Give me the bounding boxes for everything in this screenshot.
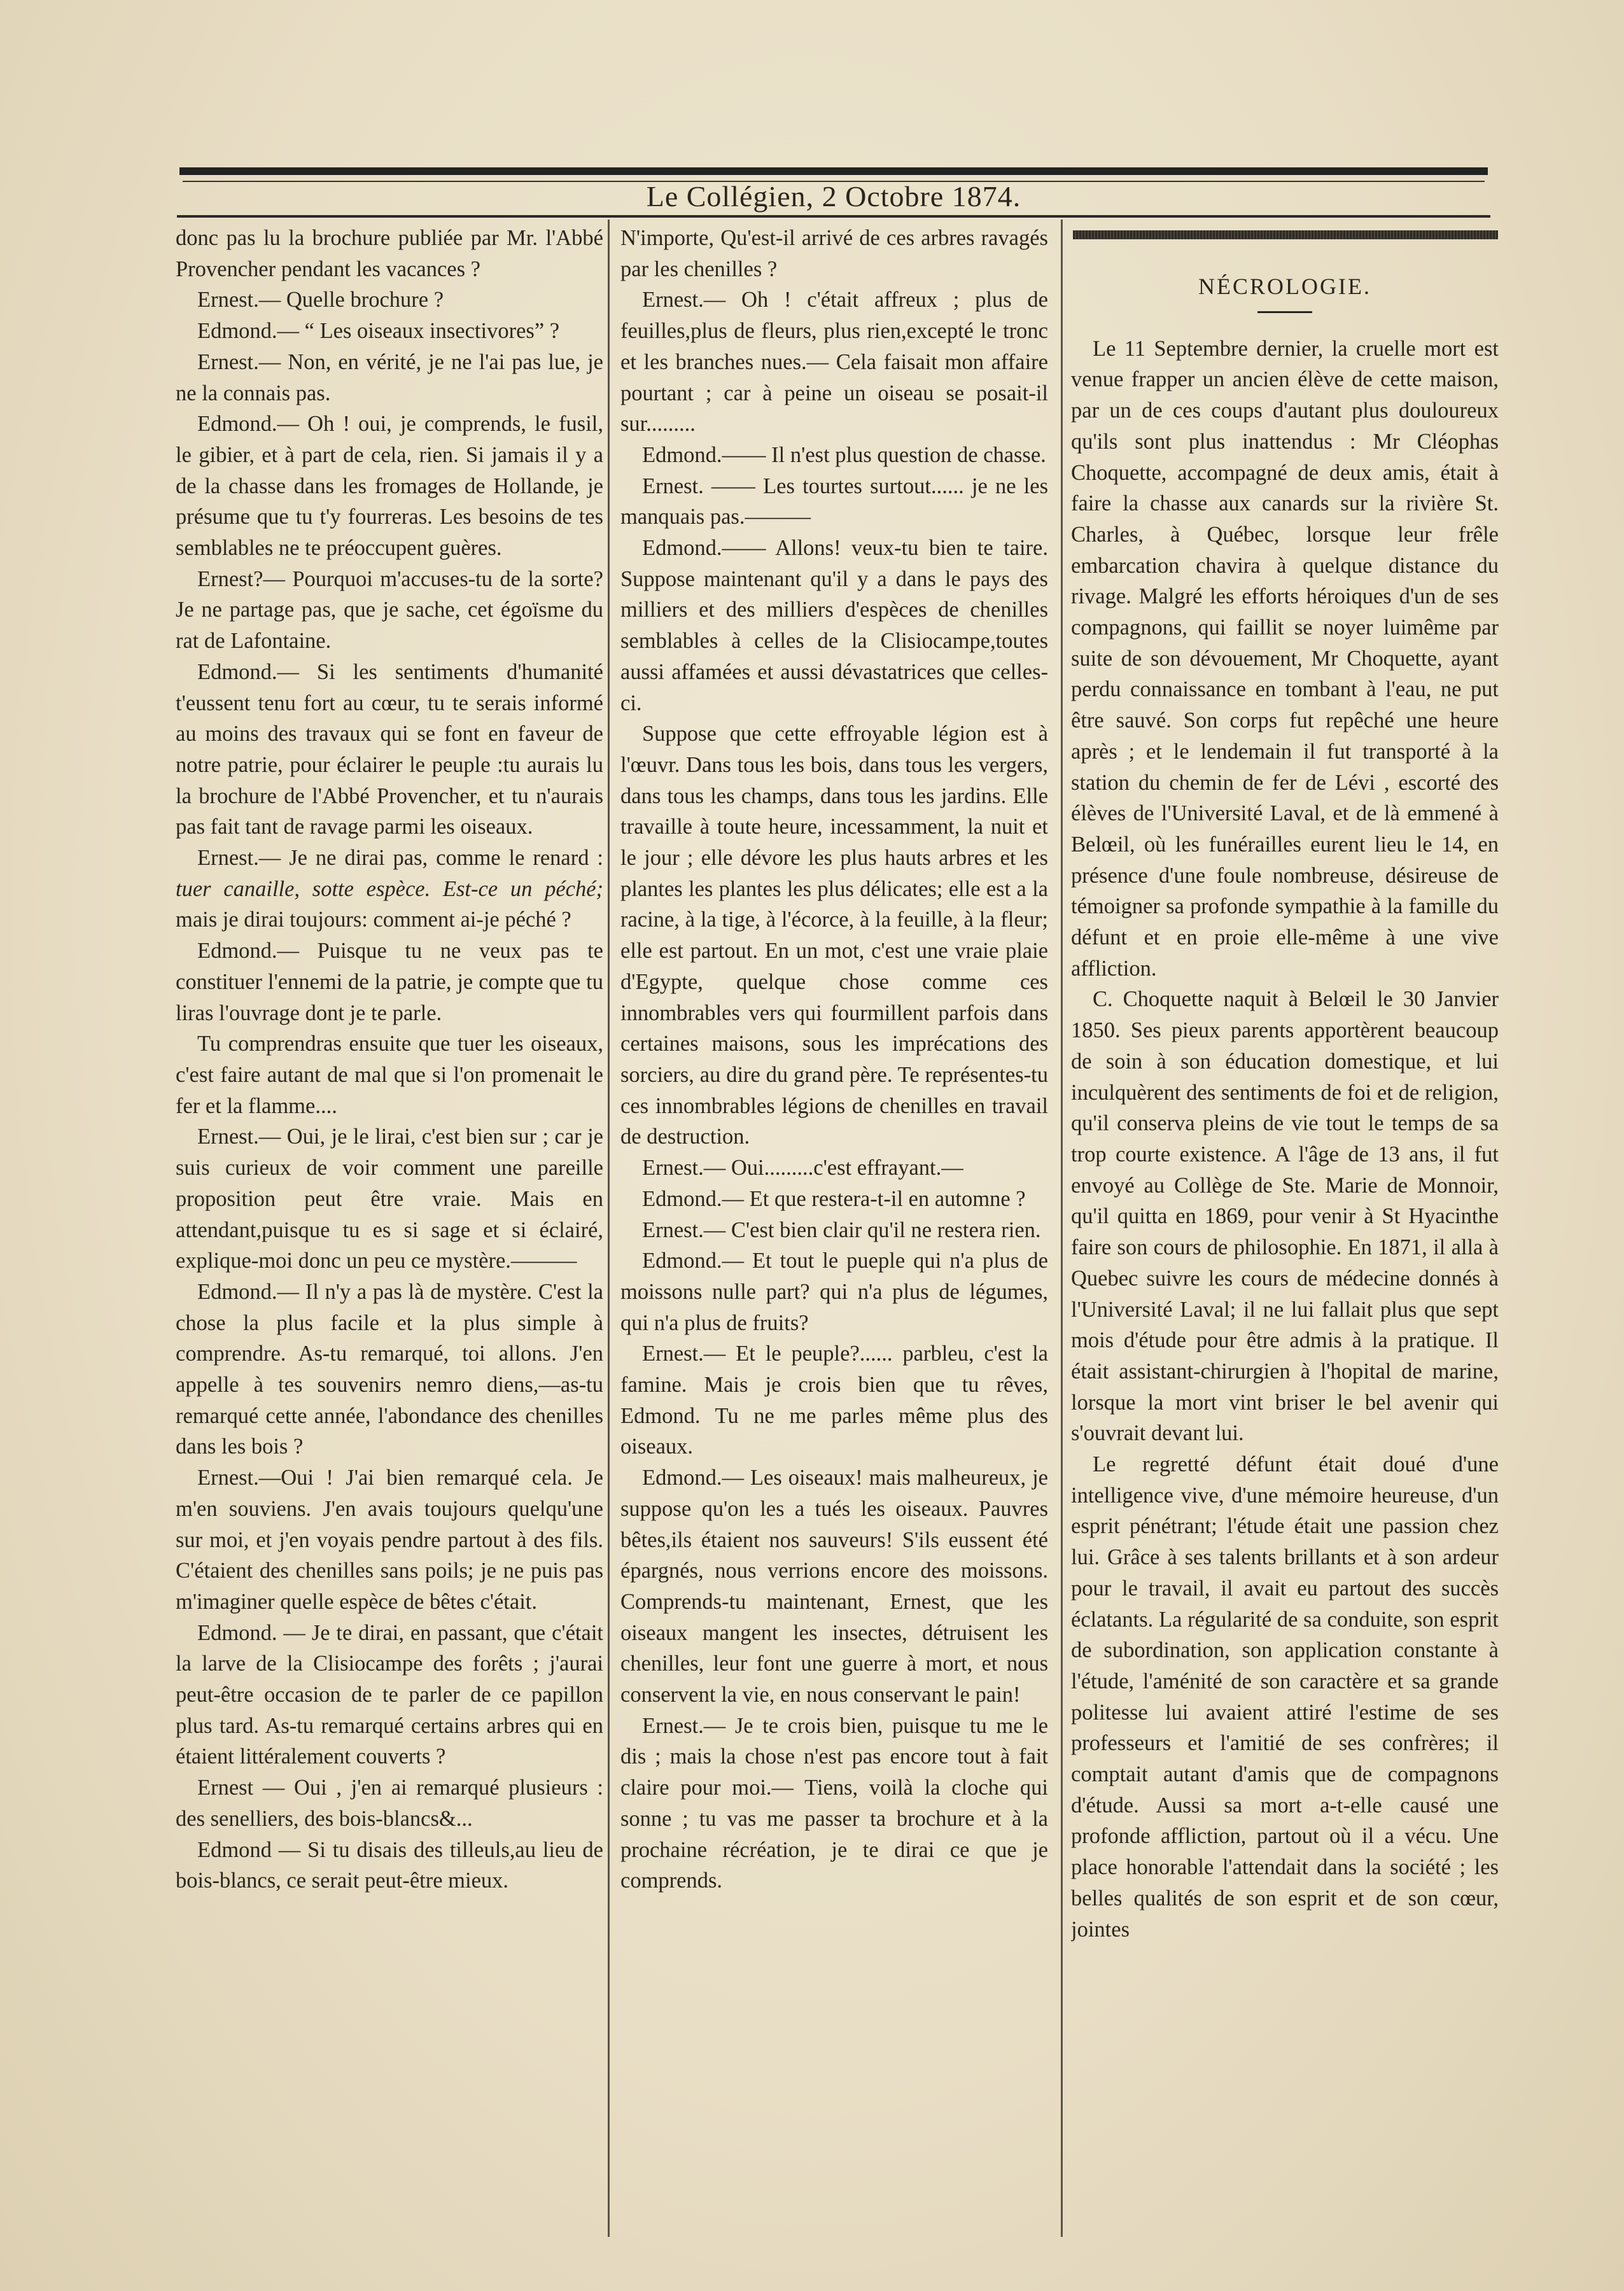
column3-ornament-rule (1073, 230, 1498, 239)
column-divider-2 (1061, 220, 1063, 2237)
paragraph: Suppose que cette effroyable légion est à l'œuvr. Dans tous les bois, dans tous les vergers, dans tous les champs, dans tous les jardins. Elle travaille à toute heure, incessamment, la nuit et le jour ; elle dévore les plus hauts arbres et les plantes les plantes les plus délicates; elle est a la racine, à la tige, à l'écorce, à la feuille, à la fleur; elle est partout. En un mot, c'est une vraie plaie d'Egypte, quelque chose comme ces innombrables vers qui fourmillent parfois dans certaines maisons, sous les imprécations des sorciers, au dire du grand père. Te représentes-tu ces innombrables légions de chenilles en travail de destruction. (620, 722, 1048, 1149)
paragraph: Ernest?— Pourquoi m'accuses-tu de la sorte? Je ne partage pas, que je sache, cet égoïsme du rat de Lafontaine. (176, 566, 603, 654)
paragraph: Ernest.— Je te crois bien, puisque tu me le dis ; mais la chose n'est pas encore tout à fait claire pour moi.— Tiens, voilà la cloche qui sonne ; tu vas me passer ta brochure et à la prochaine récréation, je te dirai ce que je comprends. (620, 1713, 1048, 1893)
paragraph: Edmond.— Puisque tu ne veux pas te constituer l'ennemi de la patrie, je compte que tu liras l'ouvrage dont je te parle. (176, 939, 603, 1025)
page-header: Le Collégien, 2 Octobre 1874. (646, 180, 1021, 213)
paragraph: Ernest.— Oh ! c'était affreux ; plus de feuilles,plus de fleurs, plus rien,excepté le tronc et les branches nues.— Cela faisait mon affaire pourtant ; car à peine un oiseau se posait-il sur......... (620, 288, 1048, 437)
text-span: Ernest.— Je ne dirai pas, comme le renard : (197, 846, 603, 871)
paragraph: Le 11 Septembre dernier, la cruelle mort est venue frapper un ancien élève de cette maison, par un de ces coups d'autant plus douloureux qu'ils sont plus inattendus : Mr Cléophas Choquette, accompagné de deux amis, était à faire la chasse aux canards sur la rivière St. Charles, à Québec, lorsque leur frêle embarcation chavira à quelque distance du rivage. Malgré les efforts héroiques d'un de ses compagnons, qui faillit se noyer luimême par suite de son dévouement, Mr Choquette, ayant perdu connaissance en tombant à l'eau, ne put être sauvé. Son corps fut repêché une heure après ; et le lendemain il fut transporté à la station du chemin de fer de Lévi , escorté des élèves de l'Université Laval, et de là emmené à Belœil, où les funérailles eurent lieu le 14, en présence d'une foule nombreuse, désireuse de témoigner sa profonde sympathie à la famille du défunt et en proie elle-même à une vive affliction. (1071, 336, 1499, 981)
paragraph: Edmond.— Les oiseaux! mais malheureux, je suppose qu'on les a tués les oiseaux. Pauvres bêtes,ils étaient nos sauveurs! S'ils eussent été épargnés, nous verrions encore des moissons. Comprends-tu maintenant, Ernest, que les oiseaux mangent les insectes, détruisent les chenilles, leur font une guerre à mort, et nous conservent la vie, en nous conservant le pain! (620, 1466, 1048, 1707)
column-1 (176, 223, 603, 2234)
paragraph: C. Choquette naquit à Belœil le 30 Janvier 1850. Ses pieux parents apportèrent beaucoup de soin à son éducation domestique, et lui inculquèrent des sentiments de foi et de religion, qu'il conserva pleins de vie tout le temps de sa trop courte existence. A l'âge de 13 ans, il fut envoyé au Collège de Ste. Marie de Monnoir, qu'il quitta en 1869, pour venir à St Hyacinthe faire son cours de philosophie. En 1871, il alla à Quebec suivre les cours de médecine donnés à l'Université Laval; il ne lui fallait plus que sept mois d'étude pour être admis à la pratique. Il était assistant-chirurgien à l'hopital de marine, lorsque la mort vint briser le bel avenir qui s'ouvrait devant lui. (1071, 987, 1499, 1446)
paragraph: Edmond.— Et tout le pueple qui n'a plus de moissons nulle part? qui n'a plus de légumes, qui n'a plus de fruits? (620, 1249, 1048, 1335)
paragraph: Edmond.— Oh ! oui, je comprends, le fusil, le gibier, et à part de cela, rien. Si jamais il y a de la chasse dans les fromages de Hollande, je présume que tu t'y fourreras. Les besoins de tes semblables ne te préoccupent guères. (176, 412, 603, 561)
top-heavy-rule (179, 167, 1488, 175)
paragraph-mixed (176, 843, 603, 935)
paragraph: Ernest.— C'est bien clair qu'il ne restera rien. (642, 1217, 1041, 1242)
text-span: mais je dirai toujours: comment ai-je péché ? (176, 907, 571, 932)
paragraph: Ernest.— Quelle brochure ? (197, 288, 444, 312)
paragraph: Ernest. —— Les tourtes surtout...... je ne les manquais pas.——— (620, 473, 1048, 529)
paragraph: N'importe, Qu'est-il arrivé de ces arbres ravagés par les chenilles ? (620, 226, 1048, 281)
column-divider-1 (608, 220, 610, 2237)
column-2 (620, 223, 1048, 2234)
paragraph: Ernest.— Non, en vérité, je ne l'ai pas lue, je ne la connais pas. (176, 349, 603, 405)
header-rule (177, 215, 1490, 218)
paragraph: Ernest — Oui , j'en ai remarqué plusieurs : des senelliers, des bois-blancs&... (176, 1776, 603, 1831)
paragraph: Le regretté défunt était doué d'une intelligence vive, d'une mémoire heureuse, d'un esprit pénétrant; l'étude était une passion chez lui. Grâce à ses talents brillants et à son ardeur pour le travail, il avait eu partout des succès éclatants. La régularité de sa conduite, son esprit de subordination, son application constante à l'étude, l'aménité de son caractère et sa grande politesse lui avaient attiré l'estime de ses professeurs et l'amitié de ses confrères; il comptait autant d'amis que de compagnons d'étude. Aussi sa mort a-t-elle causé une profonde affliction, partout où il a vécu. Une place honorable l'attendait dans la société ; les belles qualités de son esprit et de son cœur, jointes (1071, 1452, 1499, 1942)
paragraph: Tu comprendras ensuite que tuer les oiseaux, c'est faire autant de mal que si l'on promenait le fer et la flamme.... (176, 1032, 603, 1118)
paragraph: donc pas lu la brochure publiée par Mr. l'Abbé Provencher pendant les vacances ? (176, 226, 603, 281)
column-3 (1071, 256, 1499, 2267)
title-rule (1257, 311, 1312, 313)
obituary-title: NÉCROLOGIE. (1198, 274, 1371, 299)
paragraph: Edmond.— Si les sentiments d'humanité t'eussent tenu fort au cœur, tu te serais informé au moins des travaux qui se font en faveur de notre patrie, pour éclairer le peuple :tu aurais lu la brochure de l'Abbé Provencher, et tu n'aurais pas fait tant de ravage parmi les oiseaux. (176, 659, 603, 839)
paragraph: Ernest.— Et le peuple?...... parbleu, c'est la famine. Mais je crois bien que tu rêves, Edmond. Tu ne me parles même plus des oiseaux. (620, 1342, 1048, 1459)
paragraph: Edmond. — Je te dirai, en passant, que c'était la larve de la Clisiocampe des forêts ; j'aurai peut-être occasion de te parler de ce papillon plus tard. As-tu remarqué certains arbres qui en étaient littéralement couverts ? (176, 1620, 603, 1769)
paragraph: Ernest.—Oui ! J'ai bien remarqué cela. Je m'en souviens. J'en avais toujours quelqu'une sur moi, et j'en voyais pendre partout à des fils. C'étaient des chenilles sans poils; je ne puis pas m'imaginer quelle espèce de bêtes c'était. (176, 1466, 603, 1614)
paragraph: Ernest.— Oui.........c'est effrayant.— (642, 1156, 963, 1181)
italic-quote: tuer canaille, sotte espèce. Est-ce un péché; (176, 876, 603, 901)
paragraph: Edmond.— Il n'y a pas là de mystère. C'est la chose la plus facile et la plus simple à comprendre. As-tu remarqué, toi allons. J'en appelle à tes souvenirs nemro diens,—as-tu remarqué cette année, l'abondance des chenilles dans les bois ? (176, 1279, 603, 1459)
paragraph: Edmond.— “ Les oiseaux insectivores” ? (197, 319, 560, 344)
paragraph: Edmond.—— Allons! veux-tu bien te taire. Suppose maintenant qu'il y a dans le pays des milliers et des milliers d'espèces de chenilles semblables à celles de la Clisiocampe,toutes aussi affamées et aussi dévastatrices que celles-ci. (620, 536, 1048, 715)
paragraph: Edmond.—— Il n'est plus question de chasse. (642, 442, 1046, 467)
paragraph: Edmond — Si tu disais des tilleuls,au lieu de bois-blancs, ce serait peut-être mieux. (176, 1837, 603, 1893)
paragraph: Ernest.— Oui, je le lirai, c'est bien sur ; car je suis curieux de voir comment une pareille proposition peut être vraie. Mais en attendant,puisque tu es si sage et si éclairé, explique-moi donc un peu ce mystère.——— (176, 1124, 603, 1273)
paragraph: Edmond.— Et que restera-t-il en automne ? (642, 1186, 1026, 1211)
